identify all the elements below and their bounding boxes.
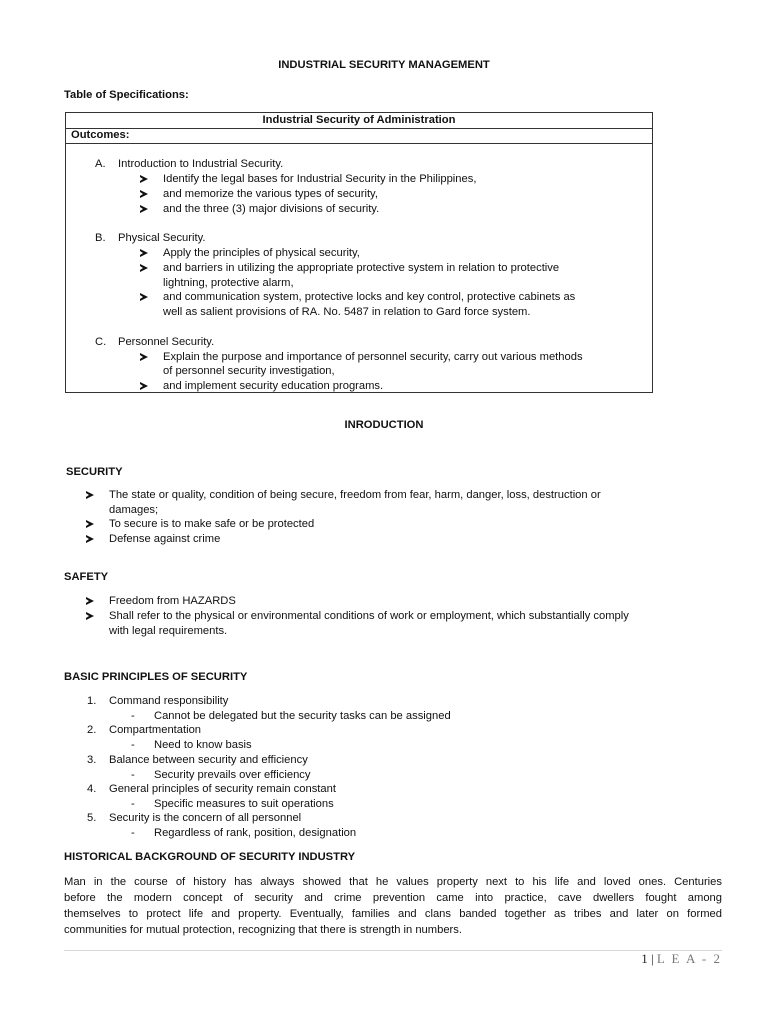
tos-b-item-2-cont: lightning, protective alarm, <box>163 277 294 289</box>
tos-b-item-1: Apply the principles of physical security, <box>163 247 360 259</box>
introduction-heading: INRODUCTION <box>344 419 424 431</box>
tos-section-c-marker: C. <box>95 336 107 348</box>
tos-b-item-3-cont: well as salient provisions of RA. No. 5487 in relation to Gard force system. <box>163 306 531 318</box>
safety-heading: SAFETY <box>64 571 109 583</box>
tos-c-item-1-cont: of personnel security investigation, <box>163 365 335 377</box>
principle-2-number: 2. <box>87 724 97 736</box>
tos-label: Table of Specifications: <box>64 89 189 101</box>
history-line-1: Man in the course of history has always showed that he values property next to his life and loved ones. Centuries <box>64 876 722 888</box>
history-paragraph <box>64 874 722 938</box>
bullet-arrow-icon <box>140 290 148 305</box>
bullet-arrow-icon <box>86 594 94 609</box>
bullet-arrow-icon <box>140 187 148 202</box>
tos-c-item-1: Explain the purpose and importance of personnel security, carry out various methods <box>163 351 583 363</box>
tos-section-b-title: Physical Security. <box>118 232 206 244</box>
principle-4-number: 4. <box>87 783 97 795</box>
principle-3-text: Balance between security and efficiency <box>109 754 308 766</box>
principle-1-dash: - <box>131 710 135 722</box>
bullet-arrow-icon <box>140 379 148 394</box>
principle-5-text: Security is the concern of all personnel <box>109 812 302 824</box>
bullet-arrow-icon <box>140 350 148 365</box>
tos-b-item-2: and barriers in utilizing the appropriate protective system in relation to protective <box>163 262 560 274</box>
principle-5-sub: Regardless of rank, position, designation <box>154 827 357 839</box>
safety-item-2: Shall refer to the physical or environmental conditions of work or employment, which substantially comply <box>109 610 629 622</box>
bullet-arrow-icon <box>140 202 148 217</box>
bullet-arrow-icon <box>140 261 148 276</box>
principle-2-dash: - <box>131 739 135 751</box>
tos-a-item-1: Identify the legal bases for Industrial Security in the Philippines, <box>163 173 477 185</box>
principle-4-text: General principles of security remain constant <box>109 783 336 795</box>
tos-a-item-2: and memorize the various types of security, <box>163 188 378 200</box>
page-number: 1 | <box>641 951 654 966</box>
principle-3-number: 3. <box>87 754 97 766</box>
principle-2-sub: Need to know basis <box>154 739 252 751</box>
bullet-arrow-icon <box>86 532 94 547</box>
bullet-arrow-icon <box>140 172 148 187</box>
principle-4-sub: Specific measures to suit operations <box>154 798 334 810</box>
security-item-3: Defense against crime <box>109 533 221 545</box>
history-line-3: themselves to protect life and property. Eventually, families and clans banded together as tribes and later on formed <box>64 908 722 920</box>
history-heading: HISTORICAL BACKGROUND OF SECURITY INDUSTRY <box>64 851 356 863</box>
bullet-arrow-icon <box>86 609 94 624</box>
bullet-arrow-icon <box>86 517 94 532</box>
safety-item-2-cont: with legal requirements. <box>109 625 228 637</box>
history-line-2: before the modern concept of security and crime prevention came into practice, cave dwellers fought among <box>64 892 722 904</box>
tos-header: Industrial Security of Administration <box>66 113 652 129</box>
tos-section-a-marker: A. <box>95 158 106 170</box>
security-heading: SECURITY <box>66 466 123 478</box>
safety-item-1: Freedom from HAZARDS <box>109 595 236 607</box>
principle-1-text: Command responsibility <box>109 695 229 707</box>
principle-1-sub: Cannot be delegated but the security tasks can be assigned <box>154 710 451 722</box>
security-item-1-cont: damages; <box>109 504 159 516</box>
tos-section-b-marker: B. <box>95 232 106 244</box>
history-line-4: communities for mutual protection, recognizing that there is strength in numbers. <box>64 924 462 936</box>
bullet-arrow-icon <box>86 488 94 503</box>
tos-outcomes-label: Outcomes: <box>71 129 130 141</box>
tos-c-item-2: and implement security education programs. <box>163 380 384 392</box>
principle-3-sub: Security prevails over efficiency <box>154 769 311 781</box>
course-code: L E A - 2 <box>656 951 722 966</box>
page-footer <box>0 951 722 967</box>
principle-3-dash: - <box>131 769 135 781</box>
principle-5-dash: - <box>131 827 135 839</box>
document-title: INDUSTRIAL SECURITY MANAGEMENT <box>278 59 490 71</box>
bullet-arrow-icon <box>140 246 148 261</box>
tos-outcomes-row <box>66 128 652 144</box>
tos-section-c-title: Personnel Security. <box>118 336 215 348</box>
principle-5-number: 5. <box>87 812 97 824</box>
tos-b-item-3: and communication system, protective locks and key control, protective cabinets as <box>163 291 576 303</box>
principles-heading: BASIC PRINCIPLES OF SECURITY <box>64 671 248 683</box>
principle-2-text: Compartmentation <box>109 724 202 736</box>
tos-section-a-title: Introduction to Industrial Security. <box>118 158 284 170</box>
security-item-2: To secure is to make safe or be protected <box>109 518 315 530</box>
tos-a-item-3: and the three (3) major divisions of security. <box>163 203 380 215</box>
security-item-1: The state or quality, condition of being secure, freedom from fear, harm, danger, loss, destruction or <box>109 489 601 501</box>
principle-1-number: 1. <box>87 695 97 707</box>
principle-4-dash: - <box>131 798 135 810</box>
